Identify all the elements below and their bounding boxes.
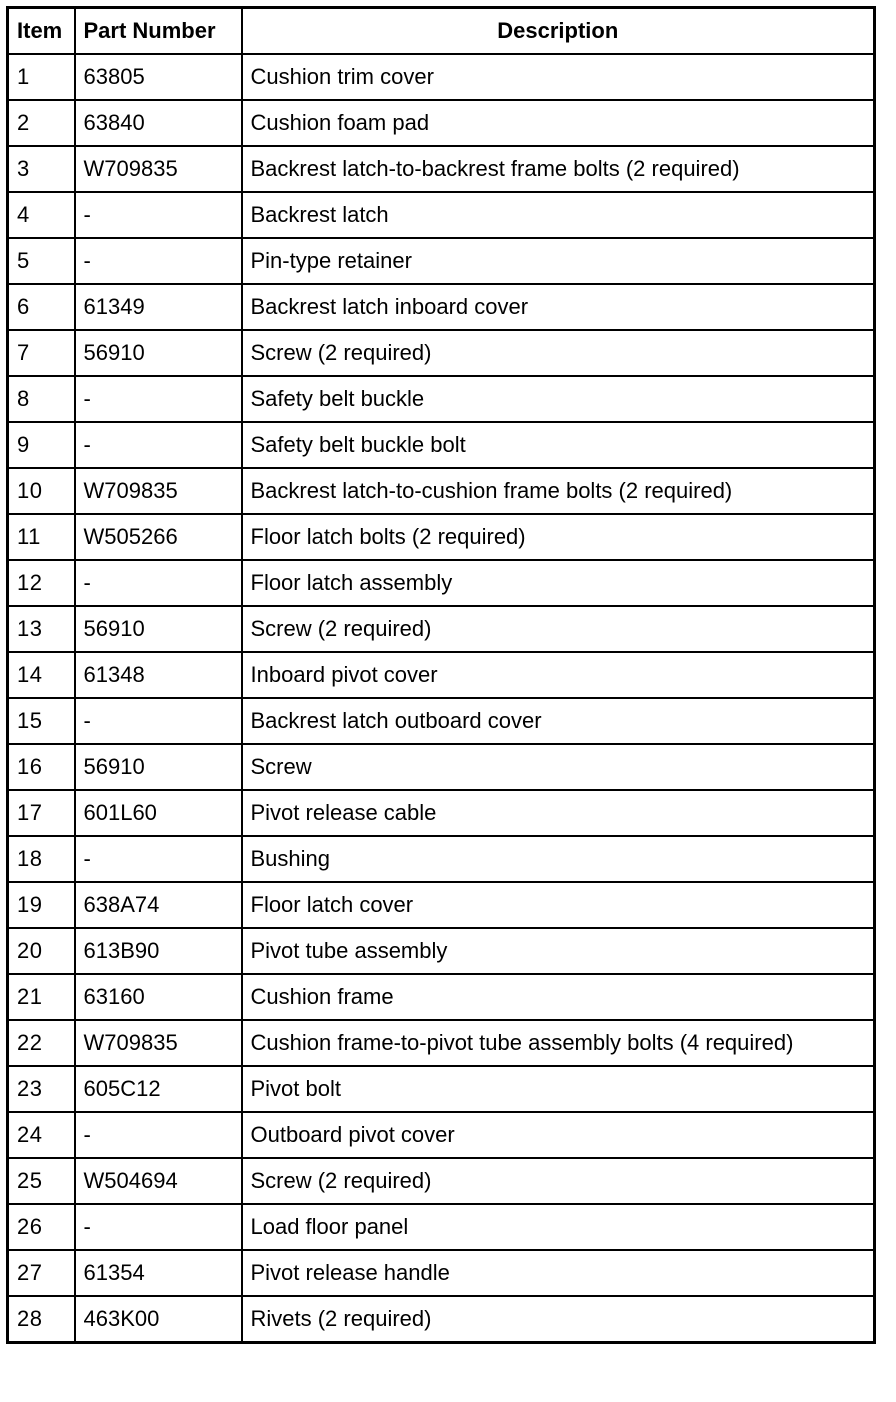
cell-description: Pivot bolt <box>242 1066 875 1112</box>
cell-description: Backrest latch <box>242 192 875 238</box>
cell-part-number: 56910 <box>75 606 242 652</box>
cell-item: 23 <box>8 1066 75 1112</box>
cell-item: 3 <box>8 146 75 192</box>
cell-description: Backrest latch inboard cover <box>242 284 875 330</box>
cell-description: Pin-type retainer <box>242 238 875 284</box>
cell-description: Screw (2 required) <box>242 1158 875 1204</box>
cell-part-number: 463K00 <box>75 1296 242 1343</box>
table-row <box>8 1296 875 1343</box>
table-row <box>8 54 875 100</box>
header-part-number: Part Number <box>75 8 242 55</box>
header-row <box>8 8 875 55</box>
cell-part-number: W709835 <box>75 1020 242 1066</box>
cell-item: 15 <box>8 698 75 744</box>
table-row <box>8 330 875 376</box>
cell-item: 21 <box>8 974 75 1020</box>
cell-description: Pivot release handle <box>242 1250 875 1296</box>
table-row <box>8 744 875 790</box>
cell-description: Load floor panel <box>242 1204 875 1250</box>
cell-item: 2 <box>8 100 75 146</box>
table-row <box>8 1158 875 1204</box>
table-row <box>8 974 875 1020</box>
cell-item: 19 <box>8 882 75 928</box>
cell-item: 12 <box>8 560 75 606</box>
cell-description: Backrest latch outboard cover <box>242 698 875 744</box>
table-row <box>8 146 875 192</box>
cell-part-number: W709835 <box>75 468 242 514</box>
table-row <box>8 284 875 330</box>
cell-part-number: - <box>75 376 242 422</box>
cell-item: 20 <box>8 928 75 974</box>
cell-item: 1 <box>8 54 75 100</box>
table-row <box>8 790 875 836</box>
table-row <box>8 514 875 560</box>
cell-description: Screw <box>242 744 875 790</box>
table-row <box>8 652 875 698</box>
cell-part-number: W505266 <box>75 514 242 560</box>
table-row <box>8 560 875 606</box>
cell-item: 26 <box>8 1204 75 1250</box>
cell-item: 18 <box>8 836 75 882</box>
table-row <box>8 928 875 974</box>
cell-description: Floor latch cover <box>242 882 875 928</box>
cell-part-number: 56910 <box>75 744 242 790</box>
cell-part-number: - <box>75 1204 242 1250</box>
cell-description: Bushing <box>242 836 875 882</box>
cell-description: Backrest latch-to-backrest frame bolts (2 required) <box>242 146 875 192</box>
cell-description: Floor latch bolts (2 required) <box>242 514 875 560</box>
cell-part-number: W504694 <box>75 1158 242 1204</box>
table-row <box>8 1066 875 1112</box>
cell-item: 24 <box>8 1112 75 1158</box>
table-row <box>8 376 875 422</box>
cell-description: Pivot release cable <box>242 790 875 836</box>
cell-part-number: W709835 <box>75 146 242 192</box>
cell-description: Backrest latch-to-cushion frame bolts (2 required) <box>242 468 875 514</box>
cell-part-number: 601L60 <box>75 790 242 836</box>
cell-item: 8 <box>8 376 75 422</box>
table-row <box>8 606 875 652</box>
cell-part-number: 63805 <box>75 54 242 100</box>
table-row <box>8 698 875 744</box>
cell-item: 6 <box>8 284 75 330</box>
table-row <box>8 1204 875 1250</box>
table-header <box>8 8 875 55</box>
cell-part-number: 605C12 <box>75 1066 242 1112</box>
cell-description: Cushion foam pad <box>242 100 875 146</box>
cell-description: Outboard pivot cover <box>242 1112 875 1158</box>
cell-description: Inboard pivot cover <box>242 652 875 698</box>
cell-item: 9 <box>8 422 75 468</box>
cell-part-number: 63160 <box>75 974 242 1020</box>
cell-description: Cushion frame-to-pivot tube assembly bolts (4 required) <box>242 1020 875 1066</box>
cell-part-number: 61348 <box>75 652 242 698</box>
cell-description: Screw (2 required) <box>242 330 875 376</box>
table-row <box>8 836 875 882</box>
parts-table <box>6 6 876 1344</box>
cell-part-number: 63840 <box>75 100 242 146</box>
cell-description: Cushion trim cover <box>242 54 875 100</box>
table-row <box>8 882 875 928</box>
cell-description: Screw (2 required) <box>242 606 875 652</box>
table-row <box>8 422 875 468</box>
cell-item: 5 <box>8 238 75 284</box>
table-body <box>8 54 875 1343</box>
cell-item: 14 <box>8 652 75 698</box>
table-row <box>8 100 875 146</box>
cell-description: Floor latch assembly <box>242 560 875 606</box>
table-row <box>8 192 875 238</box>
cell-description: Pivot tube assembly <box>242 928 875 974</box>
cell-item: 10 <box>8 468 75 514</box>
cell-part-number: - <box>75 1112 242 1158</box>
cell-part-number: 638A74 <box>75 882 242 928</box>
cell-description: Cushion frame <box>242 974 875 1020</box>
cell-part-number: 61349 <box>75 284 242 330</box>
cell-item: 27 <box>8 1250 75 1296</box>
header-item: Item <box>8 8 75 55</box>
cell-part-number: 613B90 <box>75 928 242 974</box>
cell-part-number: - <box>75 422 242 468</box>
cell-part-number: 61354 <box>75 1250 242 1296</box>
cell-item: 22 <box>8 1020 75 1066</box>
cell-description: Safety belt buckle <box>242 376 875 422</box>
table-row <box>8 1250 875 1296</box>
cell-part-number: - <box>75 192 242 238</box>
cell-item: 17 <box>8 790 75 836</box>
cell-item: 16 <box>8 744 75 790</box>
header-description: Description <box>242 8 875 55</box>
cell-item: 28 <box>8 1296 75 1343</box>
cell-item: 11 <box>8 514 75 560</box>
cell-part-number: - <box>75 560 242 606</box>
cell-part-number: - <box>75 836 242 882</box>
cell-item: 7 <box>8 330 75 376</box>
table-row <box>8 1112 875 1158</box>
cell-part-number: 56910 <box>75 330 242 376</box>
cell-item: 4 <box>8 192 75 238</box>
cell-description: Rivets (2 required) <box>242 1296 875 1343</box>
cell-part-number: - <box>75 238 242 284</box>
cell-item: 25 <box>8 1158 75 1204</box>
cell-part-number: - <box>75 698 242 744</box>
cell-item: 13 <box>8 606 75 652</box>
table-row <box>8 468 875 514</box>
table-row <box>8 1020 875 1066</box>
cell-description: Safety belt buckle bolt <box>242 422 875 468</box>
table-row <box>8 238 875 284</box>
